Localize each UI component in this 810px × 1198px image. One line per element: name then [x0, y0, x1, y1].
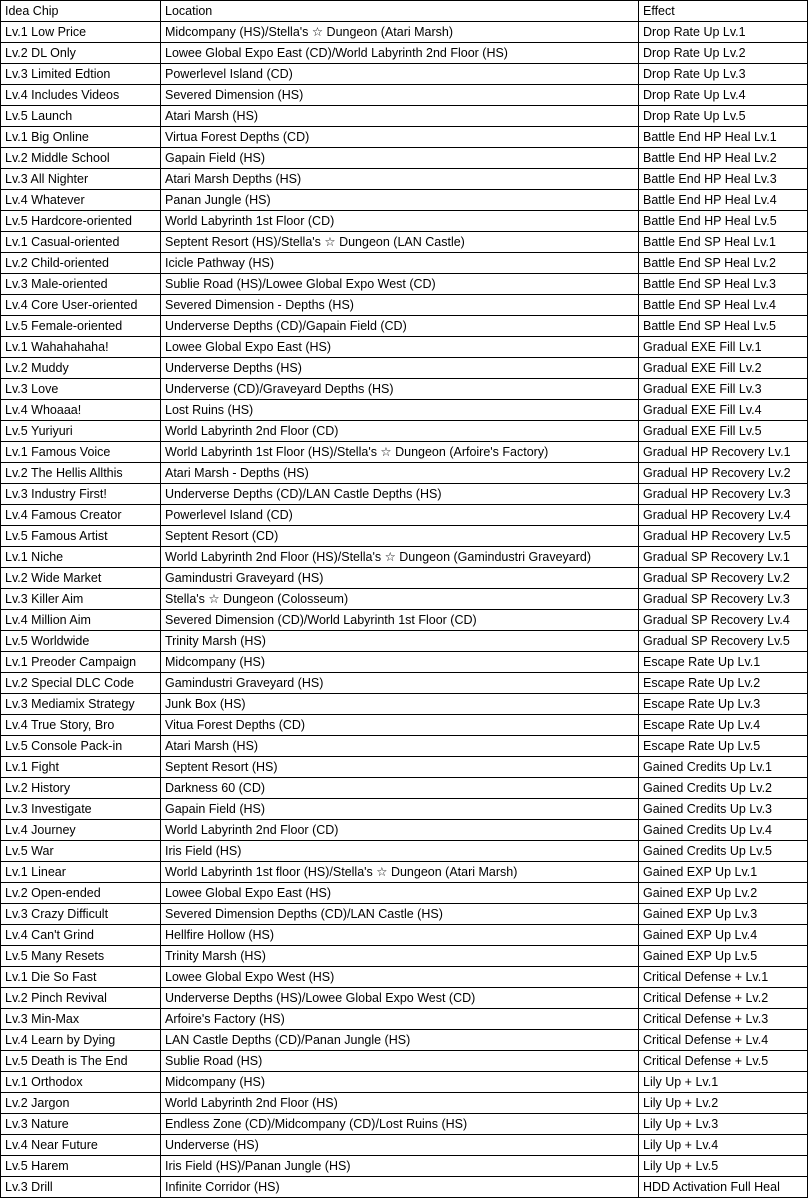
cell-location: World Labyrinth 2nd Floor (HS)/Stella's ☆ Dungeon (Gamindustri Graveyard): [161, 547, 639, 568]
cell-effect: HDD Activation Full Heal: [639, 1177, 808, 1198]
cell-location: Icicle Pathway (HS): [161, 253, 639, 274]
cell-effect: Gradual HP Recovery Lv.4: [639, 505, 808, 526]
cell-idea-chip: Lv.3 Love: [1, 379, 161, 400]
cell-idea-chip: Lv.1 Famous Voice: [1, 442, 161, 463]
cell-location: World Labyrinth 1st floor (HS)/Stella's ☆ Dungeon (Atari Marsh): [161, 862, 639, 883]
cell-effect: Critical Defense + Lv.5: [639, 1051, 808, 1072]
cell-effect: Battle End HP Heal Lv.1: [639, 127, 808, 148]
table-header-row: [1, 1, 808, 22]
table-row: [1, 274, 808, 295]
cell-idea-chip: Lv.1 Low Price: [1, 22, 161, 43]
cell-effect: Drop Rate Up Lv.3: [639, 64, 808, 85]
cell-location: World Labyrinth 1st Floor (CD): [161, 211, 639, 232]
cell-effect: Gradual HP Recovery Lv.2: [639, 463, 808, 484]
table-row: [1, 988, 808, 1009]
table-row: [1, 484, 808, 505]
cell-idea-chip: Lv.5 Hardcore-oriented: [1, 211, 161, 232]
cell-location: Vitua Forest Depths (CD): [161, 715, 639, 736]
cell-location: Atari Marsh - Depths (HS): [161, 463, 639, 484]
cell-effect: Critical Defense + Lv.2: [639, 988, 808, 1009]
cell-idea-chip: Lv.1 Linear: [1, 862, 161, 883]
table-row: [1, 1135, 808, 1156]
table-row: [1, 1177, 808, 1198]
table-row: [1, 190, 808, 211]
table-row: [1, 421, 808, 442]
cell-effect: Gained EXP Up Lv.1: [639, 862, 808, 883]
cell-idea-chip: Lv.4 Near Future: [1, 1135, 161, 1156]
cell-idea-chip: Lv.2 History: [1, 778, 161, 799]
cell-idea-chip: Lv.5 Harem: [1, 1156, 161, 1177]
cell-idea-chip: Lv.2 Pinch Revival: [1, 988, 161, 1009]
cell-location: Trinity Marsh (HS): [161, 946, 639, 967]
cell-idea-chip: Lv.1 Casual-oriented: [1, 232, 161, 253]
cell-location: Midcompany (HS): [161, 1072, 639, 1093]
cell-location: Underverse Depths (CD)/Gapain Field (CD): [161, 316, 639, 337]
cell-idea-chip: Lv.3 Crazy Difficult: [1, 904, 161, 925]
cell-idea-chip: Lv.4 True Story, Bro: [1, 715, 161, 736]
cell-location: Severed Dimension (HS): [161, 85, 639, 106]
table-row: [1, 442, 808, 463]
cell-effect: Gradual SP Recovery Lv.1: [639, 547, 808, 568]
cell-idea-chip: Lv.3 Limited Edtion: [1, 64, 161, 85]
cell-effect: Gradual EXE Fill Lv.5: [639, 421, 808, 442]
cell-location: World Labyrinth 2nd Floor (CD): [161, 820, 639, 841]
cell-effect: Gained EXP Up Lv.5: [639, 946, 808, 967]
table-row: [1, 148, 808, 169]
cell-location: Arfoire's Factory (HS): [161, 1009, 639, 1030]
table-row: [1, 715, 808, 736]
cell-location: Lowee Global Expo East (HS): [161, 337, 639, 358]
table-row: [1, 295, 808, 316]
table-row: [1, 1030, 808, 1051]
cell-effect: Gradual SP Recovery Lv.2: [639, 568, 808, 589]
table-row: [1, 799, 808, 820]
cell-location: Darkness 60 (CD): [161, 778, 639, 799]
cell-idea-chip: Lv.2 The Hellis Allthis: [1, 463, 161, 484]
cell-location: Severed Dimension Depths (CD)/LAN Castle (HS): [161, 904, 639, 925]
cell-location: LAN Castle Depths (CD)/Panan Jungle (HS): [161, 1030, 639, 1051]
cell-idea-chip: Lv.3 Industry First!: [1, 484, 161, 505]
cell-location: Gapain Field (HS): [161, 799, 639, 820]
table-row: [1, 820, 808, 841]
table-row: [1, 337, 808, 358]
cell-effect: Gained EXP Up Lv.3: [639, 904, 808, 925]
cell-effect: Battle End HP Heal Lv.4: [639, 190, 808, 211]
cell-location: Junk Box (HS): [161, 694, 639, 715]
table-row: [1, 1051, 808, 1072]
table-row: [1, 1156, 808, 1177]
table-row: [1, 610, 808, 631]
cell-idea-chip: Lv.5 Famous Artist: [1, 526, 161, 547]
cell-effect: Battle End SP Heal Lv.4: [639, 295, 808, 316]
cell-effect: Gradual HP Recovery Lv.3: [639, 484, 808, 505]
cell-effect: Lily Up + Lv.2: [639, 1093, 808, 1114]
cell-idea-chip: Lv.4 Can't Grind: [1, 925, 161, 946]
cell-effect: Drop Rate Up Lv.2: [639, 43, 808, 64]
cell-idea-chip: Lv.5 Yuriyuri: [1, 421, 161, 442]
cell-idea-chip: Lv.3 Mediamix Strategy: [1, 694, 161, 715]
table-row: [1, 22, 808, 43]
table-row: [1, 1009, 808, 1030]
table-row: [1, 862, 808, 883]
table-row: [1, 1093, 808, 1114]
cell-idea-chip: Lv.3 Min-Max: [1, 1009, 161, 1030]
cell-effect: Escape Rate Up Lv.3: [639, 694, 808, 715]
column-header-effect: Effect: [639, 1, 808, 22]
cell-idea-chip: Lv.1 Fight: [1, 757, 161, 778]
cell-location: Underverse Depths (CD)/LAN Castle Depths (HS): [161, 484, 639, 505]
cell-idea-chip: Lv.4 Million Aim: [1, 610, 161, 631]
cell-effect: Escape Rate Up Lv.5: [639, 736, 808, 757]
cell-idea-chip: Lv.2 Child-oriented: [1, 253, 161, 274]
cell-idea-chip: Lv.1 Big Online: [1, 127, 161, 148]
cell-idea-chip: Lv.2 Special DLC Code: [1, 673, 161, 694]
cell-location: Lowee Global Expo East (HS): [161, 883, 639, 904]
cell-effect: Drop Rate Up Lv.4: [639, 85, 808, 106]
cell-idea-chip: Lv.3 Male-oriented: [1, 274, 161, 295]
cell-location: Lost Ruins (HS): [161, 400, 639, 421]
cell-effect: Gradual HP Recovery Lv.5: [639, 526, 808, 547]
cell-effect: Gradual HP Recovery Lv.1: [639, 442, 808, 463]
table-row: [1, 1114, 808, 1135]
cell-location: Powerlevel Island (CD): [161, 64, 639, 85]
table-row: [1, 85, 808, 106]
cell-effect: Gradual EXE Fill Lv.4: [639, 400, 808, 421]
cell-effect: Gained Credits Up Lv.3: [639, 799, 808, 820]
cell-effect: Battle End SP Heal Lv.1: [639, 232, 808, 253]
cell-location: Gamindustri Graveyard (HS): [161, 673, 639, 694]
cell-idea-chip: Lv.3 Investigate: [1, 799, 161, 820]
cell-idea-chip: Lv.2 Muddy: [1, 358, 161, 379]
cell-idea-chip: Lv.5 Launch: [1, 106, 161, 127]
table-row: [1, 43, 808, 64]
table-row: [1, 883, 808, 904]
table-row: [1, 757, 808, 778]
cell-location: Hellfire Hollow (HS): [161, 925, 639, 946]
cell-effect: Lily Up + Lv.5: [639, 1156, 808, 1177]
cell-location: Underverse Depths (HS): [161, 358, 639, 379]
cell-location: Severed Dimension (CD)/World Labyrinth 1st Floor (CD): [161, 610, 639, 631]
cell-idea-chip: Lv.1 Wahahahaha!: [1, 337, 161, 358]
cell-location: Atari Marsh Depths (HS): [161, 169, 639, 190]
cell-idea-chip: Lv.5 War: [1, 841, 161, 862]
table-row: [1, 400, 808, 421]
cell-effect: Critical Defense + Lv.1: [639, 967, 808, 988]
cell-effect: Drop Rate Up Lv.5: [639, 106, 808, 127]
cell-idea-chip: Lv.3 Drill: [1, 1177, 161, 1198]
cell-effect: Battle End SP Heal Lv.5: [639, 316, 808, 337]
cell-effect: Gradual SP Recovery Lv.3: [639, 589, 808, 610]
table-row: [1, 127, 808, 148]
cell-idea-chip: Lv.2 Wide Market: [1, 568, 161, 589]
table-row: [1, 1072, 808, 1093]
cell-effect: Lily Up + Lv.4: [639, 1135, 808, 1156]
cell-location: Stella's ☆ Dungeon (Colosseum): [161, 589, 639, 610]
cell-effect: Gradual SP Recovery Lv.5: [639, 631, 808, 652]
cell-effect: Battle End HP Heal Lv.5: [639, 211, 808, 232]
cell-effect: Gradual EXE Fill Lv.3: [639, 379, 808, 400]
cell-effect: Escape Rate Up Lv.1: [639, 652, 808, 673]
cell-location: Gamindustri Graveyard (HS): [161, 568, 639, 589]
cell-location: Powerlevel Island (CD): [161, 505, 639, 526]
table-body: [1, 22, 808, 1198]
cell-effect: Gradual SP Recovery Lv.4: [639, 610, 808, 631]
cell-idea-chip: Lv.1 Die So Fast: [1, 967, 161, 988]
cell-idea-chip: Lv.1 Preoder Campaign: [1, 652, 161, 673]
cell-idea-chip: Lv.4 Learn by Dying: [1, 1030, 161, 1051]
cell-idea-chip: Lv.2 DL Only: [1, 43, 161, 64]
cell-location: Underverse (CD)/Graveyard Depths (HS): [161, 379, 639, 400]
cell-effect: Battle End HP Heal Lv.2: [639, 148, 808, 169]
cell-effect: Battle End SP Heal Lv.3: [639, 274, 808, 295]
table-row: [1, 967, 808, 988]
cell-location: Endless Zone (CD)/Midcompany (CD)/Lost Ruins (HS): [161, 1114, 639, 1135]
cell-idea-chip: Lv.4 Famous Creator: [1, 505, 161, 526]
table-row: [1, 925, 808, 946]
cell-idea-chip: Lv.3 All Nighter: [1, 169, 161, 190]
cell-location: Atari Marsh (HS): [161, 106, 639, 127]
cell-idea-chip: Lv.2 Jargon: [1, 1093, 161, 1114]
cell-idea-chip: Lv.5 Death is The End: [1, 1051, 161, 1072]
cell-location: Gapain Field (HS): [161, 148, 639, 169]
table-row: [1, 694, 808, 715]
table-row: [1, 736, 808, 757]
table-row: [1, 358, 808, 379]
column-header-location: Location: [161, 1, 639, 22]
cell-effect: Lily Up + Lv.3: [639, 1114, 808, 1135]
table-row: [1, 589, 808, 610]
cell-location: Underverse Depths (HS)/Lowee Global Expo West (CD): [161, 988, 639, 1009]
cell-idea-chip: Lv.5 Console Pack-in: [1, 736, 161, 757]
cell-idea-chip: Lv.5 Female-oriented: [1, 316, 161, 337]
cell-idea-chip: Lv.4 Includes Videos: [1, 85, 161, 106]
table-row: [1, 631, 808, 652]
cell-location: World Labyrinth 2nd Floor (HS): [161, 1093, 639, 1114]
cell-location: World Labyrinth 2nd Floor (CD): [161, 421, 639, 442]
cell-location: Sublie Road (HS)/Lowee Global Expo West (CD): [161, 274, 639, 295]
cell-location: Severed Dimension - Depths (HS): [161, 295, 639, 316]
cell-location: Sublie Road (HS): [161, 1051, 639, 1072]
cell-location: Midcompany (HS): [161, 652, 639, 673]
cell-location: Septent Resort (CD): [161, 526, 639, 547]
table-row: [1, 316, 808, 337]
cell-idea-chip: Lv.1 Orthodox: [1, 1072, 161, 1093]
table-row: [1, 946, 808, 967]
cell-location: Lowee Global Expo West (HS): [161, 967, 639, 988]
cell-idea-chip: Lv.4 Core User-oriented: [1, 295, 161, 316]
cell-idea-chip: Lv.4 Whoaaa!: [1, 400, 161, 421]
table-row: [1, 463, 808, 484]
cell-idea-chip: Lv.4 Journey: [1, 820, 161, 841]
table-row: [1, 673, 808, 694]
table-row: [1, 169, 808, 190]
cell-idea-chip: Lv.5 Many Resets: [1, 946, 161, 967]
table-row: [1, 841, 808, 862]
table-row: [1, 232, 808, 253]
cell-location: World Labyrinth 1st Floor (HS)/Stella's ☆ Dungeon (Arfoire's Factory): [161, 442, 639, 463]
table-row: [1, 547, 808, 568]
cell-effect: Gained Credits Up Lv.1: [639, 757, 808, 778]
table-row: [1, 526, 808, 547]
table-row: [1, 253, 808, 274]
table-row: [1, 904, 808, 925]
cell-effect: Gradual EXE Fill Lv.2: [639, 358, 808, 379]
cell-location: Septent Resort (HS)/Stella's ☆ Dungeon (LAN Castle): [161, 232, 639, 253]
column-header-idea-chip: Idea Chip: [1, 1, 161, 22]
cell-location: Infinite Corridor (HS): [161, 1177, 639, 1198]
cell-effect: Battle End SP Heal Lv.2: [639, 253, 808, 274]
table-row: [1, 64, 808, 85]
cell-effect: Drop Rate Up Lv.1: [639, 22, 808, 43]
table-row: [1, 106, 808, 127]
cell-effect: Gradual EXE Fill Lv.1: [639, 337, 808, 358]
table-row: [1, 379, 808, 400]
cell-location: Septent Resort (HS): [161, 757, 639, 778]
cell-effect: Escape Rate Up Lv.4: [639, 715, 808, 736]
cell-location: Atari Marsh (HS): [161, 736, 639, 757]
cell-location: Iris Field (HS)/Panan Jungle (HS): [161, 1156, 639, 1177]
cell-effect: Battle End HP Heal Lv.3: [639, 169, 808, 190]
cell-location: Iris Field (HS): [161, 841, 639, 862]
cell-effect: Critical Defense + Lv.3: [639, 1009, 808, 1030]
cell-idea-chip: Lv.4 Whatever: [1, 190, 161, 211]
cell-idea-chip: Lv.1 Niche: [1, 547, 161, 568]
table-row: [1, 568, 808, 589]
table-row: [1, 778, 808, 799]
cell-effect: Gained Credits Up Lv.2: [639, 778, 808, 799]
cell-effect: Gained EXP Up Lv.4: [639, 925, 808, 946]
cell-idea-chip: Lv.2 Open-ended: [1, 883, 161, 904]
cell-idea-chip: Lv.3 Killer Aim: [1, 589, 161, 610]
table-row: [1, 652, 808, 673]
cell-location: Midcompany (HS)/Stella's ☆ Dungeon (Atari Marsh): [161, 22, 639, 43]
cell-effect: Gained Credits Up Lv.5: [639, 841, 808, 862]
cell-location: Panan Jungle (HS): [161, 190, 639, 211]
cell-effect: Lily Up + Lv.1: [639, 1072, 808, 1093]
cell-location: Lowee Global Expo East (CD)/World Labyrinth 2nd Floor (HS): [161, 43, 639, 64]
table-row: [1, 211, 808, 232]
cell-effect: Gained EXP Up Lv.2: [639, 883, 808, 904]
cell-location: Trinity Marsh (HS): [161, 631, 639, 652]
cell-effect: Escape Rate Up Lv.2: [639, 673, 808, 694]
cell-idea-chip: Lv.3 Nature: [1, 1114, 161, 1135]
cell-location: Underverse (HS): [161, 1135, 639, 1156]
cell-location: Virtua Forest Depths (CD): [161, 127, 639, 148]
cell-idea-chip: Lv.2 Middle School: [1, 148, 161, 169]
cell-effect: Critical Defense + Lv.4: [639, 1030, 808, 1051]
table-row: [1, 505, 808, 526]
table-header: [1, 1, 808, 22]
cell-effect: Gained Credits Up Lv.4: [639, 820, 808, 841]
cell-idea-chip: Lv.5 Worldwide: [1, 631, 161, 652]
